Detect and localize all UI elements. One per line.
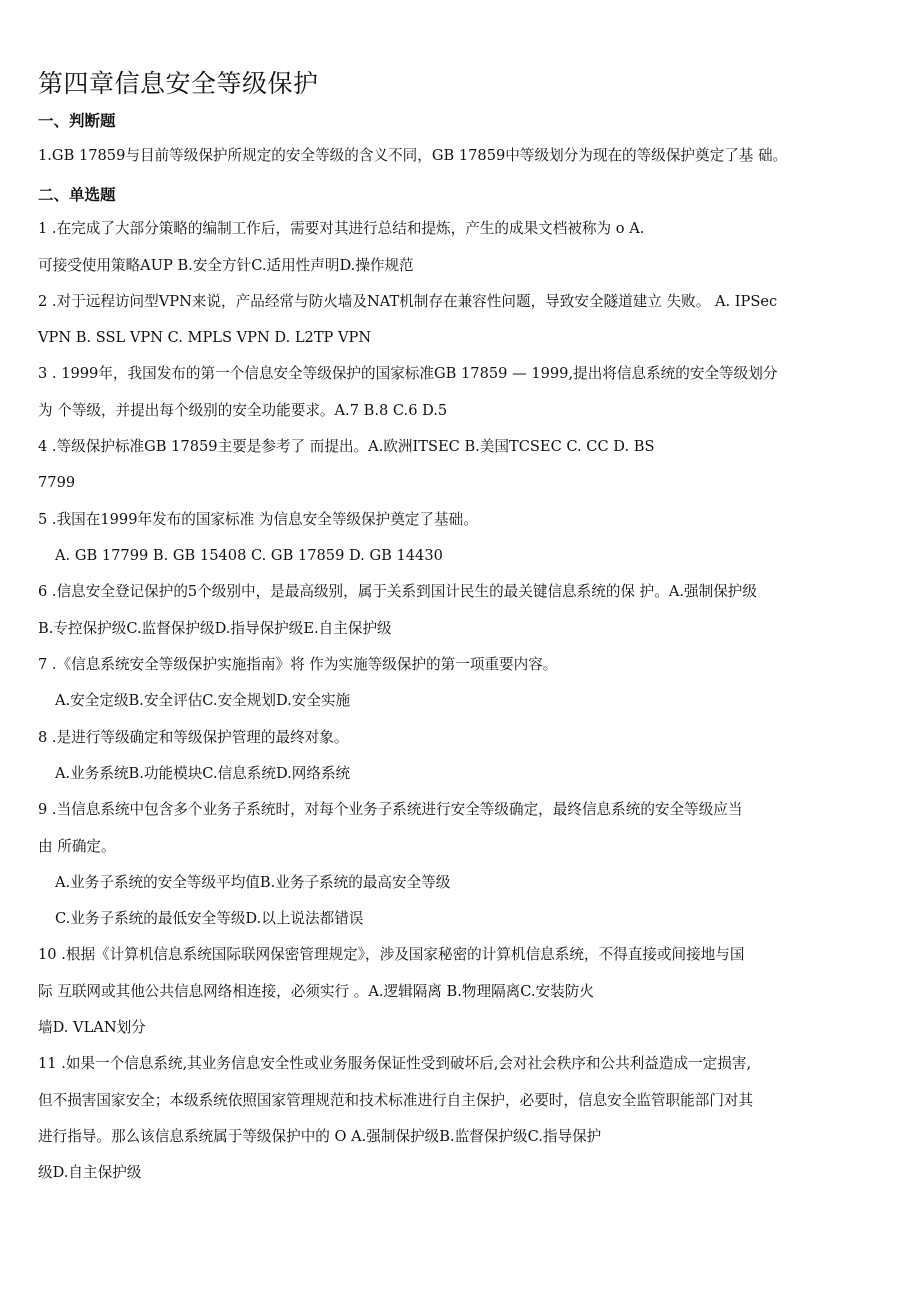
- question-9-options-2: C.业务子系统的最低安全等级D.以上说法都错误: [55, 910, 364, 927]
- question-9-line-1: 9 .当信息系统中包含多个业务子系统时，对每个业务子系统进行安全等级确定，最终信息系统的安全等级应当: [38, 801, 743, 818]
- section-heading-judge: 一、判断题: [38, 112, 116, 130]
- question-10-line-2: 际 互联网或其他公共信息网络相连接，必须实行 。A.逻辑隔离 B.物理隔离C.安装防火: [38, 983, 594, 1000]
- question-4-line-1: 4 .等级保护标准GB 17859主要是参考了 而提出。A.欧洲ITSEC B.美国TCSEC C. CC D. BS: [38, 438, 655, 455]
- question-11-line-1: 11 .如果一个信息系统,其业务信息安全性或业务服务保证性受到破坏后,会对社会秩序和公共利益造成一定损害,: [38, 1055, 752, 1072]
- question-8-options: A.业务系统B.功能模块C.信息系统D.网络系统: [55, 765, 351, 782]
- question-11-line-4: 级D.自主保护级: [38, 1164, 142, 1181]
- question-5-options: A. GB 17799 B. GB 15408 C. GB 17859 D. GB 14430: [55, 547, 443, 564]
- question-9-options-1: A.业务子系统的安全等级平均值B.业务子系统的最高安全等级: [55, 874, 451, 891]
- question-11-line-3: 进行指导。那么该信息系统属于等级保护中的 O A.强制保护级B.监督保护级C.指导保护: [38, 1128, 602, 1145]
- question-7-options: A.安全定级B.安全评估C.安全规划D.安全实施: [55, 692, 351, 709]
- question-1-line-2: 可接受使用策略AUP B.安全方针C.适用性声明D.操作规范: [38, 257, 414, 274]
- question-3-line-1: 3 . 1999年，我国发布的第一个信息安全等级保护的国家标准GB 17859 — 1999,提出将信息系统的安全等级划分: [38, 365, 778, 382]
- question-1-line-1: 1 .在完成了大部分策略的编制工作后，需要对其进行总结和提炼，产生的成果文档被称为 o A.: [38, 220, 645, 237]
- question-4-line-2: 7799: [38, 474, 76, 491]
- question-2-line-1: 2 .对于远程访问型VPN来说，产品经常与防火墙及NAT机制存在兼容性问题，导致安全隧道建立 失败。 A. IPSec: [38, 293, 778, 310]
- question-2-line-2: VPN B. SSL VPN C. MPLS VPN D. L2TP VPN: [38, 329, 372, 346]
- question-3-line-2: 为 个等级，并提出每个级别的安全功能要求。A.7 B.8 C.6 D.5: [38, 402, 448, 419]
- section-heading-single: 二、单选题: [38, 186, 116, 204]
- question-8-line-1: 8 .是进行等级确定和等级保护管理的最终对象。: [38, 729, 349, 746]
- chapter-title: 第四章信息安全等级保护: [38, 69, 319, 98]
- question-6-line-2: B.专控保护级C.监督保护级D.指导保护级E.自主保护级: [38, 620, 392, 637]
- question-6-line-1: 6 .信息安全登记保护的5个级别中，是最高级别，属于关系到国计民生的最关键信息系统的保 护。A.强制保护级: [38, 583, 757, 600]
- question-10-line-3: 墙D. VLAN划分: [38, 1019, 146, 1036]
- question-9-line-2: 由 所确定。: [38, 838, 116, 855]
- question-7-line-1: 7 .《信息系统安全等级保护实施指南》将 作为实施等级保护的第一项重要内容。: [38, 656, 558, 673]
- question-11-line-2: 但不损害国家安全；本级系统依照国家管理规范和技术标准进行自主保护，必要时，信息安全监管职能部门对其: [38, 1092, 754, 1109]
- judge-item-1: 1.GB 17859与目前等级保护所规定的安全等级的含义不同，GB 17859中等级划分为现在的等级保护奠定了基 础。: [38, 147, 788, 164]
- question-10-line-1: 10 .根据《计算机信息系统国际联网保密管理规定》，涉及国家秘密的计算机信息系统，不得直接或间接地与国: [38, 946, 745, 963]
- question-5-line-1: 5 .我国在1999年发布的国家标准 为信息安全等级保护奠定了基础。: [38, 511, 478, 528]
